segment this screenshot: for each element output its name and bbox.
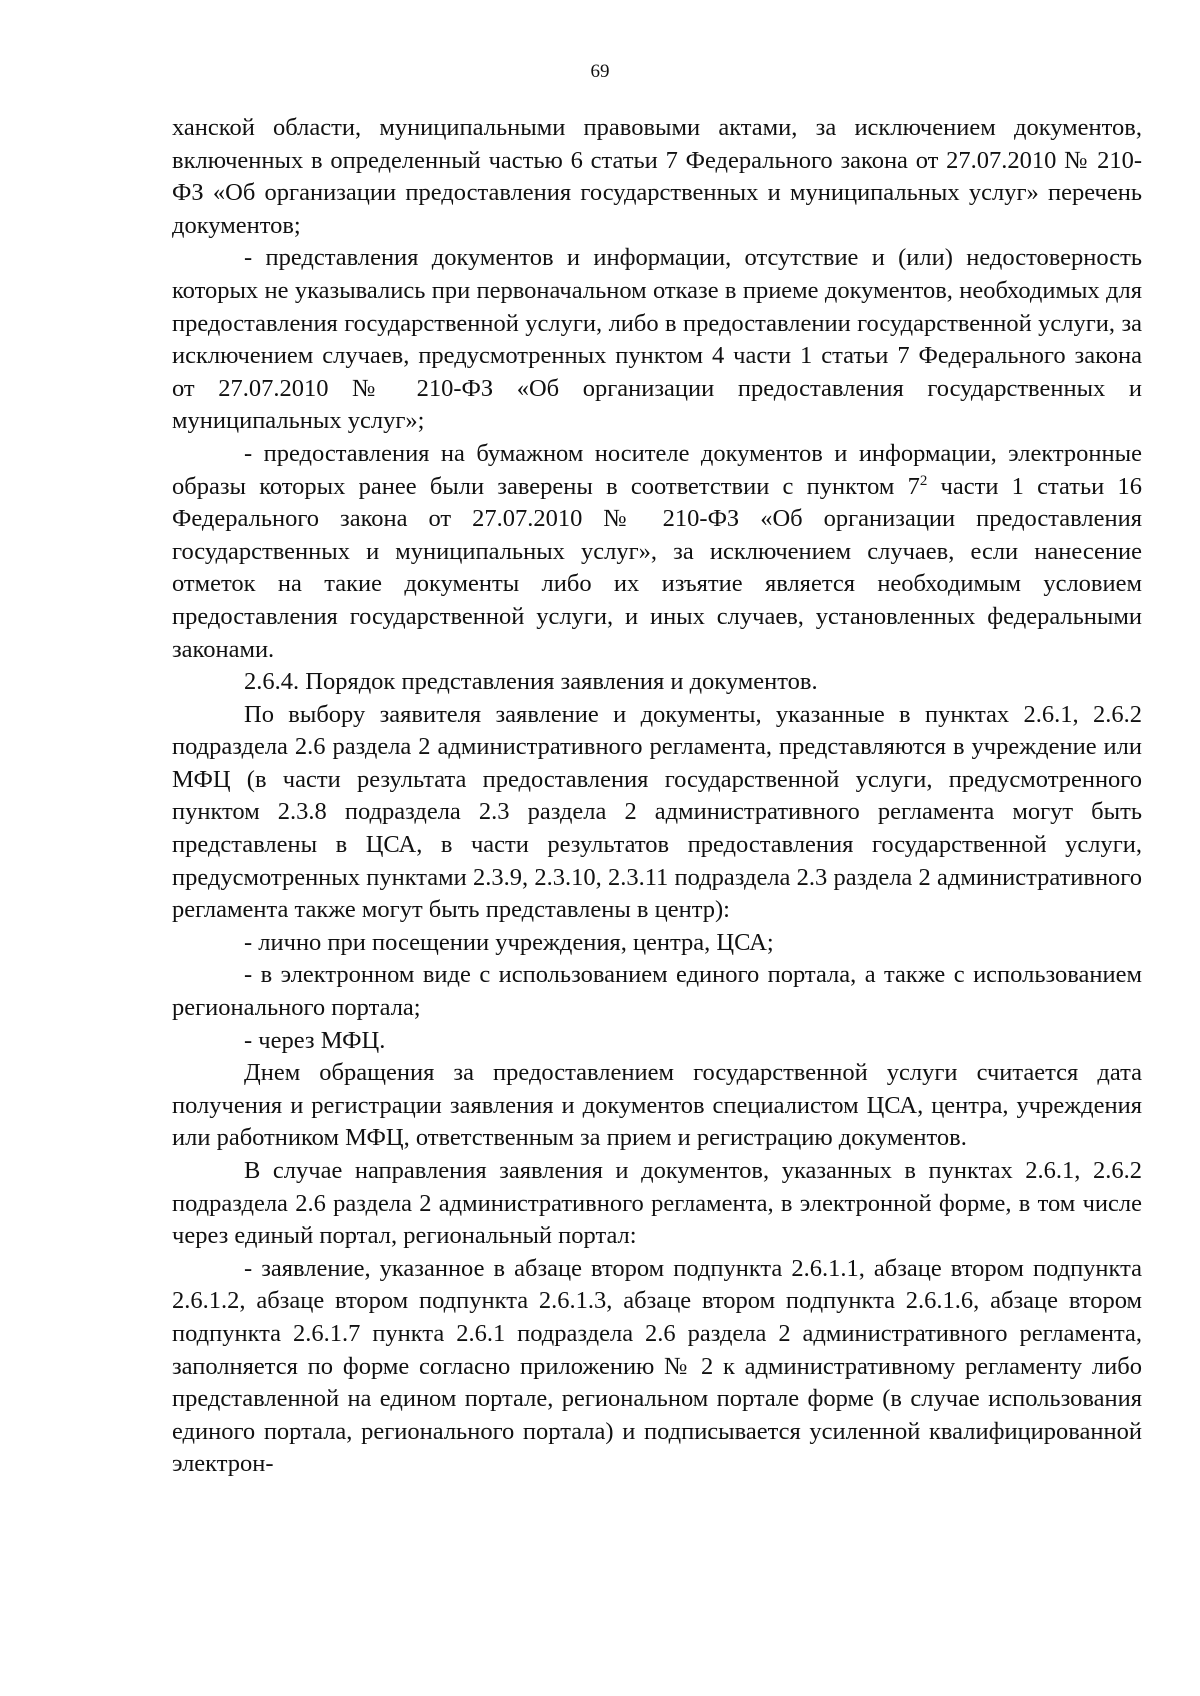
paragraph-text: части 1 статьи 16 Федерального закона от 27.07.2010 № 210-ФЗ «Об организации предоставления государственных и муниципальных услуг», за исключением случаев, если нанесение отметок на такие документы либо их изъятие является необходимым условием предоставления государственной услуги, и иных случаев, установленных федеральными законами. [172, 472, 1142, 663]
paragraph-list-item: - через МФЦ. [244, 1026, 386, 1054]
paragraph-list-item [172, 438, 1142, 666]
paragraph: По выбору заявителя заявление и документы, указанные в пунктах 2.6.1, 2.6.2 подраздела 2.6 раздела 2 административного регламента, представляются в учреждение или МФЦ (в части результата предоставления государственной услуги, предусмотренного пунктом 2.3.8 подраздела 2.3 раздела 2 административного регламента могут быть представлены в ЦСА, в части результатов предоставления государственной услуги, предусмотренных пунктами 2.3.9, 2.3.10, 2.3.11 подраздела 2.3 раздела 2 административного регламента также могут быть представлены в центр): [172, 700, 1142, 924]
paragraph: Днем обращения за предоставлением государственной услуги считается дата получения и регистрации заявления и документов специалистом ЦСА, центра, учреждения или работником МФЦ, ответственным за прием и регистрацию документов. [172, 1059, 1142, 1152]
page-number: 69 [590, 61, 610, 82]
document-body [172, 112, 1142, 1481]
paragraph: В случае направления заявления и документов, указанных в пунктах 2.6.1, 2.6.2 подраздела 2.6 раздела 2 административного регламента, в электронной форме, в том числе через единый портал, региональный портал: [172, 1157, 1142, 1250]
paragraph-list-item: - лично при посещении учреждения, центра, ЦСА; [244, 928, 774, 956]
paragraph-text: - предоставления на бумажном носителе документов и информации, электронные образы которых ранее были заверены в соответствии с пунктом 7 [172, 439, 1142, 500]
section-heading: 2.6.4. Порядок представления заявления и документов. [244, 668, 818, 696]
paragraph-list-item: - представления документов и информации, отсутствие и (или) недостоверность которых не указывались при первоначальном отказе в приеме документов, необходимых для предоставления государственной услуги, либо в предоставлении государственной услуги, за исключением случаев, предусмотренных пунктом 4 части 1 статьи 7 Федерального закона от 27.07.2010 № 210-ФЗ «Об организации предоставления государственных и муниципальных услуг»; [172, 244, 1142, 435]
superscript: 2 [919, 472, 928, 489]
paragraph-list-item: - в электронном виде с использованием единого портала, а также с использованием регионального портала; [172, 961, 1142, 1022]
paragraph-continuation: ханской области, муниципальными правовыми актами, за исключением документов, включенных в определенный частью 6 статьи 7 Федерального закона от 27.07.2010 № 210-ФЗ «Об организации предоставления государственных и муниципальных услуг» перечень документов; [172, 114, 1142, 239]
paragraph-list-item: - заявление, указанное в абзаце втором подпункта 2.6.1.1, абзаце втором подпункта 2.6.1.2, абзаце втором подпункта 2.6.1.3, абзаце втором подпункта 2.6.1.6, абзаце втором подпункта 2.6.1.7 пункта 2.6.1 подраздела 2.6 раздела 2 административного регламента, заполняется по форме согласно приложению № 2 к административному регламенту либо представленной на едином портале, региональном портале форме (в случае использования единого портала, регионального портала) и подписывается усиленной квалифицированной электрон- [172, 1254, 1142, 1478]
